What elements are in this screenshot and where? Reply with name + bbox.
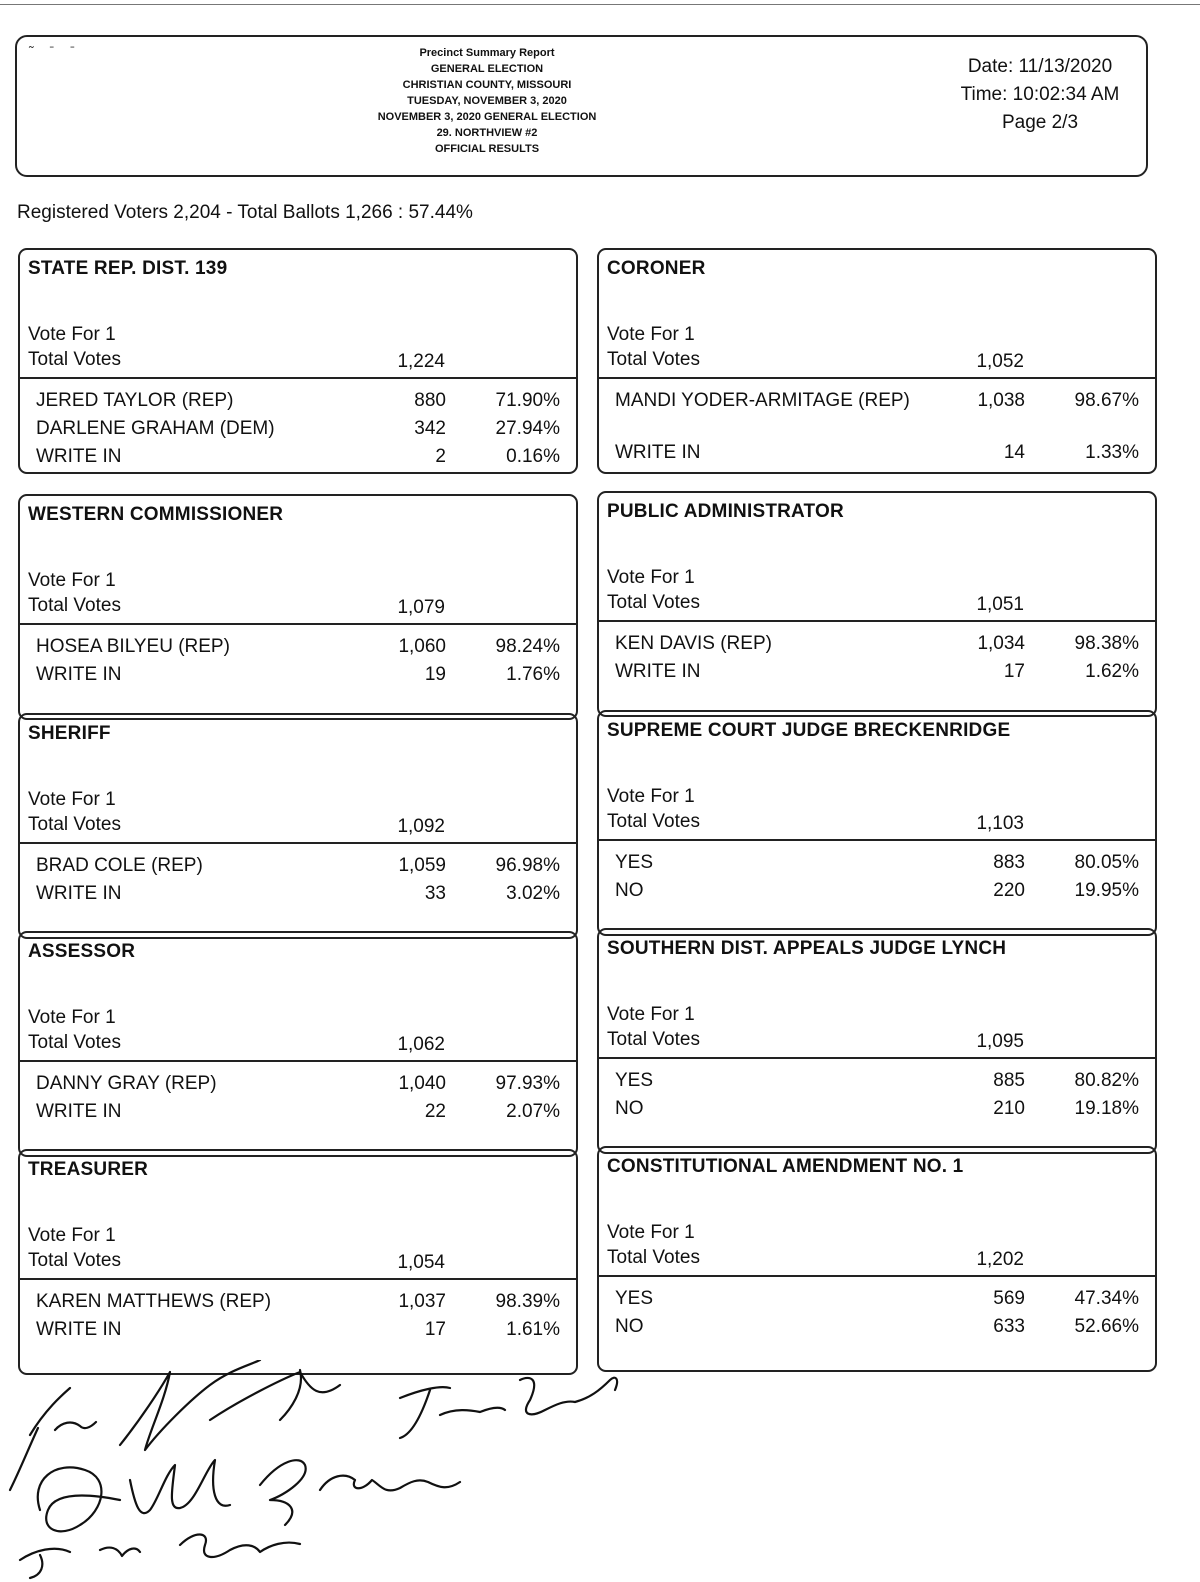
results-list xyxy=(36,1289,560,1345)
candidate-votes: 1,040 xyxy=(398,1073,446,1094)
total-votes-label: Total Votes xyxy=(28,1032,121,1053)
total-votes-value: 1,079 xyxy=(397,597,445,618)
candidate-name: WRITE IN xyxy=(36,883,122,904)
registered-voters-summary: Registered Voters 2,204 - Total Ballots 1,266 : 57.44% xyxy=(17,202,473,223)
race-divider xyxy=(599,377,1155,379)
report-meta xyxy=(940,53,1140,137)
candidate-name: NO xyxy=(615,1316,644,1337)
report-date: Date: 11/13/2020 xyxy=(967,56,1113,77)
candidate-name: WRITE IN xyxy=(36,1319,122,1340)
candidate-votes: 1,038 xyxy=(977,390,1025,411)
candidate-percent: 71.90% xyxy=(495,390,560,411)
total-votes-label: Total Votes xyxy=(607,811,700,832)
report-title: Precinct Summary Report xyxy=(419,47,555,59)
candidate-percent: 19.18% xyxy=(1074,1098,1139,1119)
candidate-percent: 47.34% xyxy=(1074,1288,1139,1309)
candidate-name: HOSEA BILYEU (REP) xyxy=(36,636,230,657)
race-western-commissioner xyxy=(18,494,578,720)
results-list xyxy=(36,634,560,690)
results-list xyxy=(36,1071,560,1127)
race-title: ASSESSOR xyxy=(28,941,136,962)
race-divider xyxy=(20,623,576,625)
total-votes-value: 1,062 xyxy=(397,1034,445,1055)
results-list xyxy=(615,388,1139,468)
candidate-percent: 0.16% xyxy=(506,446,560,467)
race-constitutional-amendment-no-1 xyxy=(597,1146,1157,1372)
vote-for-label: Vote For 1 xyxy=(607,786,695,807)
result-row xyxy=(615,659,1139,687)
race-divider xyxy=(20,1060,576,1062)
candidate-name: YES xyxy=(615,852,654,873)
candidate-name: MANDI YODER-ARMITAGE (REP) xyxy=(615,390,910,411)
scan-top-edge xyxy=(0,4,1200,5)
race-public-administrator xyxy=(597,491,1157,717)
race-treasurer xyxy=(18,1149,578,1375)
results-list xyxy=(615,631,1139,687)
candidate-votes: 1,034 xyxy=(977,633,1025,654)
race-title: SOUTHERN DIST. APPEALS JUDGE LYNCH xyxy=(607,938,1007,959)
results-list xyxy=(36,388,560,472)
result-row xyxy=(615,1096,1139,1124)
candidate-votes: 210 xyxy=(993,1098,1025,1119)
candidate-percent: 1.62% xyxy=(1085,661,1139,682)
total-votes-value: 1,052 xyxy=(976,351,1024,372)
result-row xyxy=(36,1289,560,1317)
race-divider xyxy=(599,620,1155,622)
result-row xyxy=(615,878,1139,906)
race-divider xyxy=(599,839,1155,841)
candidate-votes: 17 xyxy=(1003,661,1025,682)
total-votes-value: 1,054 xyxy=(397,1252,445,1273)
vote-for-label: Vote For 1 xyxy=(28,1225,116,1246)
race-title: SHERIFF xyxy=(28,723,111,744)
candidate-votes: 883 xyxy=(993,852,1025,873)
results-list xyxy=(615,1068,1139,1124)
vote-for-label: Vote For 1 xyxy=(607,1222,695,1243)
total-votes-label: Total Votes xyxy=(607,1029,700,1050)
result-row xyxy=(615,1286,1139,1314)
total-votes-value: 1,224 xyxy=(397,351,445,372)
candidate-percent: 27.94% xyxy=(495,418,560,439)
candidate-votes: 14 xyxy=(1003,442,1025,463)
results-list xyxy=(36,853,560,909)
result-row xyxy=(36,853,560,881)
race-southern-dist-appeals-judge-lynch xyxy=(597,928,1157,1154)
candidate-votes: 880 xyxy=(414,390,446,411)
candidate-votes: 17 xyxy=(424,1319,446,1340)
candidate-percent: 52.66% xyxy=(1074,1316,1139,1337)
election-name: GENERAL ELECTION xyxy=(430,63,544,75)
candidate-votes: 569 xyxy=(993,1288,1025,1309)
candidate-name: WRITE IN xyxy=(36,446,122,467)
total-votes-label: Total Votes xyxy=(28,595,121,616)
result-row xyxy=(615,440,1139,468)
race-state-rep-dist-139 xyxy=(18,248,578,474)
race-title: TREASURER xyxy=(28,1159,149,1180)
total-votes-label: Total Votes xyxy=(28,1250,121,1271)
candidate-name: KEN DAVIS (REP) xyxy=(615,633,772,654)
candidate-votes: 2 xyxy=(435,446,446,467)
total-votes-label: Total Votes xyxy=(607,349,700,370)
precinct-name: 29. NORTHVIEW #2 xyxy=(436,127,538,139)
race-title: PUBLIC ADMINISTRATOR xyxy=(607,501,844,522)
race-title: STATE REP. DIST. 139 xyxy=(28,258,228,279)
candidate-votes: 1,060 xyxy=(398,636,446,657)
candidate-percent: 98.67% xyxy=(1074,390,1139,411)
result-row xyxy=(36,444,560,472)
total-votes-label: Total Votes xyxy=(28,349,121,370)
candidate-name: NO xyxy=(615,880,644,901)
candidate-percent: 96.98% xyxy=(495,855,560,876)
report-time: Time: 10:02:34 AM xyxy=(960,84,1120,105)
scan-mark: ˜ ˉ ˉ xyxy=(29,43,81,59)
total-votes-label: Total Votes xyxy=(28,814,121,835)
vote-for-label: Vote For 1 xyxy=(28,1007,116,1028)
result-row xyxy=(36,1071,560,1099)
candidate-name: DARLENE GRAHAM (DEM) xyxy=(36,418,275,439)
report-title-block xyxy=(347,45,627,157)
race-title: SUPREME COURT JUDGE BRECKENRIDGE xyxy=(607,720,1011,741)
vote-for-label: Vote For 1 xyxy=(28,789,116,810)
results-list xyxy=(615,850,1139,906)
candidate-percent: 1.61% xyxy=(506,1319,560,1340)
vote-for-label: Vote For 1 xyxy=(28,570,116,591)
candidate-percent: 3.02% xyxy=(506,883,560,904)
result-row xyxy=(36,1099,560,1127)
total-votes-value: 1,092 xyxy=(397,816,445,837)
candidate-votes: 1,037 xyxy=(398,1291,446,1312)
race-title: CONSTITUTIONAL AMENDMENT NO. 1 xyxy=(607,1156,964,1177)
race-divider xyxy=(599,1275,1155,1277)
candidate-name: YES xyxy=(615,1070,654,1091)
candidate-percent: 2.07% xyxy=(506,1101,560,1122)
race-divider xyxy=(20,842,576,844)
candidate-percent: 19.95% xyxy=(1074,880,1139,901)
race-title: WESTERN COMMISSIONER xyxy=(28,504,284,525)
total-votes-label: Total Votes xyxy=(607,592,700,613)
race-coroner xyxy=(597,248,1157,474)
candidate-percent: 97.93% xyxy=(495,1073,560,1094)
candidate-percent: 1.33% xyxy=(1085,442,1139,463)
candidate-votes: 633 xyxy=(993,1316,1025,1337)
race-divider xyxy=(20,377,576,379)
handwritten-signatures xyxy=(0,1360,700,1582)
result-row xyxy=(36,416,560,444)
candidate-votes: 885 xyxy=(993,1070,1025,1091)
result-row xyxy=(36,388,560,416)
county-name: CHRISTIAN COUNTY, MISSOURI xyxy=(402,79,572,91)
result-row xyxy=(36,881,560,909)
candidate-name: KAREN MATTHEWS (REP) xyxy=(36,1291,272,1312)
result-row xyxy=(615,1314,1139,1342)
results-status: OFFICIAL RESULTS xyxy=(434,143,540,155)
candidate-name: DANNY GRAY (REP) xyxy=(36,1073,217,1094)
race-divider xyxy=(599,1057,1155,1059)
result-row xyxy=(36,634,560,662)
candidate-votes: 22 xyxy=(424,1101,446,1122)
race-divider xyxy=(20,1278,576,1280)
total-votes-value: 1,051 xyxy=(976,594,1024,615)
candidate-percent: 80.05% xyxy=(1074,852,1139,873)
election-date: TUESDAY, NOVEMBER 3, 2020 xyxy=(407,95,567,107)
candidate-percent: 98.39% xyxy=(495,1291,560,1312)
report-header xyxy=(15,35,1148,177)
vote-for-label: Vote For 1 xyxy=(607,1004,695,1025)
election-title: NOVEMBER 3, 2020 GENERAL ELECTION xyxy=(377,111,597,123)
race-sheriff xyxy=(18,713,578,939)
results-list xyxy=(615,1286,1139,1342)
total-votes-value: 1,095 xyxy=(976,1031,1024,1052)
race-title: CORONER xyxy=(607,258,706,279)
candidate-votes: 220 xyxy=(993,880,1025,901)
candidate-votes: 33 xyxy=(424,883,446,904)
result-row xyxy=(615,631,1139,659)
result-row xyxy=(36,1317,560,1345)
candidate-name: WRITE IN xyxy=(36,1101,122,1122)
candidate-votes: 19 xyxy=(424,664,446,685)
candidate-votes: 1,059 xyxy=(398,855,446,876)
candidate-percent: 80.82% xyxy=(1074,1070,1139,1091)
page-number: Page 2/3 xyxy=(1001,112,1079,133)
candidate-name: YES xyxy=(615,1288,654,1309)
race-assessor xyxy=(18,931,578,1157)
result-row xyxy=(36,662,560,690)
result-row xyxy=(615,1068,1139,1096)
vote-for-label: Vote For 1 xyxy=(607,567,695,588)
candidate-name: WRITE IN xyxy=(615,442,701,463)
vote-for-label: Vote For 1 xyxy=(28,324,116,345)
total-votes-label: Total Votes xyxy=(607,1247,700,1268)
candidate-name: WRITE IN xyxy=(615,661,701,682)
candidate-name: BRAD COLE (REP) xyxy=(36,855,203,876)
total-votes-value: 1,103 xyxy=(976,813,1024,834)
candidate-name: WRITE IN xyxy=(36,664,122,685)
candidate-percent: 98.38% xyxy=(1074,633,1139,654)
result-row xyxy=(615,388,1139,440)
candidate-name: JERED TAYLOR (REP) xyxy=(36,390,234,411)
vote-for-label: Vote For 1 xyxy=(607,324,695,345)
candidate-percent: 1.76% xyxy=(506,664,560,685)
result-row xyxy=(615,850,1139,878)
race-supreme-court-judge-breckenridge xyxy=(597,710,1157,936)
candidate-votes: 342 xyxy=(414,418,446,439)
candidate-name: NO xyxy=(615,1098,644,1119)
total-votes-value: 1,202 xyxy=(976,1249,1024,1270)
candidate-percent: 98.24% xyxy=(495,636,560,657)
